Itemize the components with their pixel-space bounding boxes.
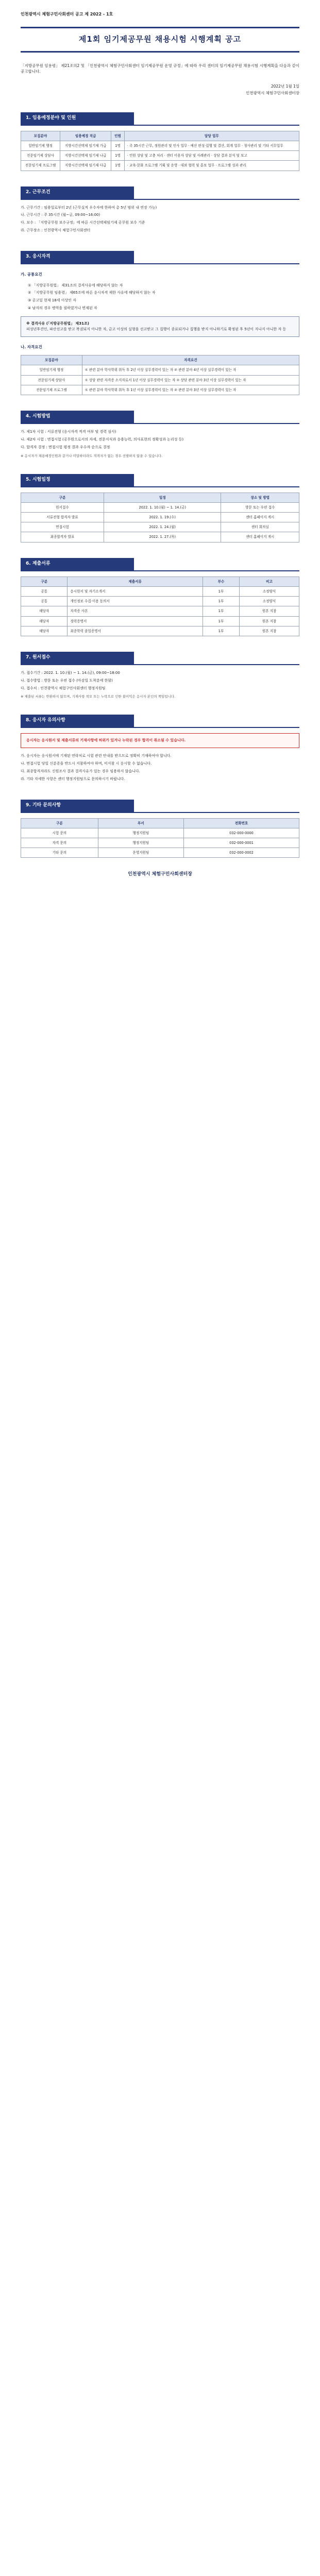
section-title-positions: 1. 임용예정분야 및 인원 xyxy=(21,112,134,125)
section-title-application: 7. 원서접수 xyxy=(21,652,134,664)
cell: 일반임기제 행정 xyxy=(21,141,60,151)
note: ※ 제출된 서류는 반환하지 않으며, 기재사항 착오 또는 누락으로 인한 불이익은 응시자 본인의 책임입니다. xyxy=(21,694,176,699)
table-header: 구분 xyxy=(21,818,98,828)
notice-date: 2022년 1월 1일 xyxy=(271,83,299,89)
table-row xyxy=(21,385,299,395)
list-item: ① 「지방공무원법」 제31조의 결격사유에 해당하지 않는 자 xyxy=(28,283,123,287)
section-rule xyxy=(21,727,299,728)
table-header: 전화번호 xyxy=(184,818,299,828)
common-requirements-list xyxy=(21,283,299,311)
conditions-list xyxy=(21,205,299,233)
table-header: 일정 xyxy=(104,493,221,502)
list-item: 라. 근무장소 : 인천광역시 체험구민사회센터 xyxy=(21,228,91,233)
closing-signature: 인천광역시 체험구민사회센터장 xyxy=(128,872,192,877)
list-item: ④ 남자의 경우 병역을 필하였거나 면제된 자 xyxy=(28,306,97,311)
cell: 1부 xyxy=(203,606,239,616)
table-row xyxy=(21,597,299,606)
cell: 서류전형 합격자 발표 xyxy=(21,513,104,522)
table-header: 자격요건 xyxy=(82,355,299,365)
section-title-contact: 9. 기타 문의사항 xyxy=(21,800,134,812)
cell: 응시원서 및 자기소개서 xyxy=(68,586,203,596)
cell: 최종합격자 발표 xyxy=(21,532,104,542)
cell: 1명 xyxy=(111,161,125,171)
cell: 지방시간선택제 임기제 나급 xyxy=(60,151,111,161)
cell: 방문 또는 우편 접수 xyxy=(221,502,299,512)
cell: 원서접수 xyxy=(21,502,104,512)
page-title: 제1회 임기제공무원 채용시험 시행계획 공고 xyxy=(21,27,299,52)
table-header: 제출서류 xyxy=(68,577,203,586)
cell: 1부 xyxy=(203,586,239,596)
cell: 원본 지참 xyxy=(240,616,299,626)
table-row xyxy=(21,616,299,626)
section-title-documents: 6. 제출서류 xyxy=(21,558,134,570)
date-block xyxy=(21,83,299,97)
warning-text: 응시자는 응시원서 및 제출서류의 기재사항에 허위가 있거나 누락된 경우 합격이 취소될 수 있습니다. xyxy=(26,738,186,743)
exam-method-list xyxy=(21,429,299,450)
table-row xyxy=(21,365,299,375)
cell: 센터 회의실 xyxy=(221,522,299,532)
cell: 2022. 1. 10.(월) ~ 1. 14.(금) xyxy=(104,502,221,512)
section-rule xyxy=(21,486,299,487)
list-item: 가. 응시자는 응시원서에 기재된 연락처로 시험 관련 안내를 받으므로 정확히 기재하여야 합니다. xyxy=(21,754,172,758)
list-item: 가. 제1차 시험 : 서류전형 (응시자격 적격 여부 및 경력 심사) xyxy=(21,430,116,434)
list-item: 다. 보수 : 「지방공무원 보수규정」에 따른 시간선택제임기제 공무원 보수 기준 xyxy=(21,221,145,225)
cell: 행정지원팀 xyxy=(98,838,183,848)
cell: 1부 xyxy=(203,626,239,636)
table-header: 인원 xyxy=(111,131,125,141)
cell: 경력증명서 xyxy=(68,616,203,626)
list-item: 나. 접수방법 : 방문 또는 우편 접수 (마감일 도착분에 한함) xyxy=(21,678,113,683)
cell: 자격 문의 xyxy=(21,838,98,848)
cell: 전문임기제 프로그램 xyxy=(21,385,82,395)
list-item: 나. 제2차 시험 : 면접시험 (공무원으로서의 자세, 전문지식과 응용능력, 의사표현의 정확성과 논리성 등) xyxy=(21,437,184,442)
cell: 2022. 1. 27.(목) xyxy=(104,532,221,542)
list-item: 가. 접수기간 : 2022. 1. 10.(월) ~ 1. 14.(금), 09:00~18:00 xyxy=(21,670,120,675)
list-item: 다. 접수처 : 인천광역시 체험구민사회센터 행정지원팀 xyxy=(21,686,106,690)
application-list xyxy=(21,670,299,691)
table-row xyxy=(21,502,299,512)
disqualification-box xyxy=(21,316,299,337)
positions-table xyxy=(21,131,299,171)
cell: 1명 xyxy=(111,141,125,151)
documents-table xyxy=(21,577,299,636)
table-header: 부수 xyxy=(203,577,239,586)
cell: 행정지원팀 xyxy=(98,828,183,838)
table-row xyxy=(21,626,299,636)
cell: · 민원 상담 및 고충 처리 · 센터 이용자 상담 및 사례관리 · 상담 결과 분석 및 보고 xyxy=(124,151,299,161)
cell: 운영지원팀 xyxy=(98,848,183,858)
cell: 1부 xyxy=(203,597,239,606)
cell: 전문임기제 상담사 xyxy=(21,151,60,161)
section-rule xyxy=(21,570,299,571)
list-item: ③ 공고일 현재 18세 이상인 자 xyxy=(28,298,76,303)
cell: 해당자 xyxy=(21,606,68,616)
table-row xyxy=(21,586,299,596)
cell: 032-000-0000 xyxy=(184,828,299,838)
table-row xyxy=(21,848,299,858)
cell: 공통 xyxy=(21,586,68,596)
table-row xyxy=(21,375,299,385)
section-title-eligibility: 3. 응시자격 xyxy=(21,251,134,263)
cell: 해당자 xyxy=(21,626,68,636)
cell: 일반임기제 행정 xyxy=(21,365,82,375)
table-row xyxy=(21,606,299,616)
cell: · 교육·문화 프로그램 기획 및 운영 · 대외 협력 및 홍보 업무 · 프로그램 성과 관리 xyxy=(124,161,299,171)
cell: 지방시간선택제 임기제 다급 xyxy=(60,161,111,171)
list-item: 나. 근무시간 : 주 35시간 (월~금, 09:00~16:00) xyxy=(21,213,100,217)
table-header: 장소 및 방법 xyxy=(221,493,299,502)
cell: 면접시험 xyxy=(21,522,104,532)
section-title-schedule: 5. 시험일정 xyxy=(21,474,134,486)
cell: 개인정보 수집·이용 동의서 xyxy=(68,597,203,606)
table-header: 부서 xyxy=(98,818,183,828)
notice-number: 인천광역시 체험구민사회센터 공고 제 2022 - 1호 xyxy=(21,12,113,16)
table-row xyxy=(21,151,299,161)
table-row xyxy=(21,513,299,522)
cell: 센터 홈페이지 게시 xyxy=(221,532,299,542)
list-item: 라. 기타 자세한 사항은 센터 행정지원팀으로 문의하시기 바랍니다. xyxy=(21,776,125,781)
contact-table xyxy=(21,818,299,858)
cell: 소정양식 xyxy=(240,586,299,596)
cell: 원본 지참 xyxy=(240,606,299,616)
list-item: 가. 근무기간 : 임용일로부터 2년 (근무실적 우수자에 한하여 총 5년 범위 내 연장 가능) xyxy=(21,205,157,210)
cell: 소정양식 xyxy=(240,597,299,606)
table-header: 모집분야 xyxy=(21,131,60,141)
cell: 기타 문의 xyxy=(21,848,98,858)
section-rule xyxy=(21,125,299,126)
cell: 2022. 1. 19.(수) xyxy=(104,513,221,522)
cell: 전문임기제 프로그램 xyxy=(21,161,60,171)
table-header: 구분 xyxy=(21,493,104,502)
schedule-table xyxy=(21,493,299,543)
cell: 시험 문의 xyxy=(21,828,98,838)
issuer: 인천광역시 체험구민사회센터장 xyxy=(246,91,299,96)
table-row xyxy=(21,141,299,151)
cell: 공통 xyxy=(21,597,68,606)
table-row xyxy=(21,522,299,532)
cell: · 주 35시간 근무, 정원관리 및 인사 업무 · 예산 편성·집행 및 결산, 회계 업무 · 청사관리 및 기타 서무업무 xyxy=(124,141,299,151)
cell: 해당자 xyxy=(21,616,68,626)
precautions-list xyxy=(21,753,299,782)
list-item: 나. 면접시험 당일 신분증을 반드시 지참하여야 하며, 미지참 시 응시할 수 없습니다. xyxy=(21,761,152,766)
table-header: 모집분야 xyxy=(21,355,82,365)
list-item: 다. 합격자 결정 : 면접시험 평정 결과 우수자 순으로 결정 xyxy=(21,445,110,449)
subheading: 나. 자격요건 xyxy=(21,344,42,349)
qualification-table xyxy=(21,355,299,395)
section-title-exam-method: 4. 시험방법 xyxy=(21,411,134,423)
table-row xyxy=(21,161,299,171)
table-header: 비고 xyxy=(240,577,299,586)
section-rule xyxy=(21,199,299,200)
table-header: 담당 업무 xyxy=(124,131,299,141)
section-rule xyxy=(21,263,299,264)
cell: 1부 xyxy=(203,616,239,626)
warning-box xyxy=(21,733,299,748)
subheading: 가. 공통요건 xyxy=(21,272,42,277)
cell: 지방시간선택제 임기제 가급 xyxy=(60,141,111,151)
cell: 전문임기제 상담사 xyxy=(21,375,82,385)
cell: 1명 xyxy=(111,151,125,161)
section-title-precautions: 8. 응시자 유의사항 xyxy=(21,715,134,727)
cell: 원본 지참 xyxy=(240,626,299,636)
cell: ① 관련 분야 학사학위 취득 후 1년 이상 실무경력이 있는 자 ② 관련 분야 3년 이상 실무경력이 있는 자 xyxy=(82,385,299,395)
section-rule xyxy=(21,812,299,813)
cell: 센터 홈페이지 게시 xyxy=(221,513,299,522)
table-header: 구분 xyxy=(21,577,68,586)
table-row xyxy=(21,828,299,838)
section-title-conditions: 2. 근무조건 xyxy=(21,187,134,199)
table-row xyxy=(21,532,299,542)
section-rule xyxy=(21,664,299,665)
note: ※ 응시자가 채용예정인원과 같거나 미달하더라도 적격자가 없는 경우 선발하지 않을 수 있습니다. xyxy=(21,453,163,458)
table-header: 임용예정 직급 xyxy=(60,131,111,141)
cell: 2022. 1. 24.(월) xyxy=(104,522,221,532)
cell: 자격증 사본 xyxy=(68,606,203,616)
section-rule xyxy=(21,423,299,424)
cell: ① 관련 분야 학사학위 취득 후 2년 이상 실무경력이 있는 자 ② 관련 분야 4년 이상 실무경력이 있는 자 xyxy=(82,365,299,375)
cell: 032-000-0002 xyxy=(184,848,299,858)
cell: 032-000-0001 xyxy=(184,838,299,848)
list-item: 다. 최종합격자라도 신원조사 결과 결격사유가 있는 경우 임용하지 않습니다. xyxy=(21,769,140,773)
intro-text: 「지방공무원 임용령」 제21조의2 및 「인천광역시 체험구민사회센터 임기제공무원 운영 규정」에 따라 우리 센터의 임기제공무원 채용시험 시행계획을 다음과 같이 공고합니다. xyxy=(21,63,299,74)
cell: ① 상담 관련 자격증 소지자로서 1년 이상 실무경력이 있는 자 ② 상담 관련 분야 3년 이상 실무경력이 있는 자 xyxy=(82,375,299,385)
box-title: ※ 결격사유 (「지방공무원법」 제31조) xyxy=(26,321,89,326)
cell: 최종학력 졸업증명서 xyxy=(68,626,203,636)
list-item: ② 「지방공무원 임용령」 제65조에 따른 응시자격 제한 사유에 해당하지 않는 자 xyxy=(28,291,156,295)
box-text: 피성년후견인, 파산선고를 받고 복권되지 아니한 자, 금고 이상의 실형을 선고받고 그 집행이 종료되거나 집행을 받지 아니하기로 확정된 후 5년이 지나지 아니한 자 등 xyxy=(26,327,287,331)
table-row xyxy=(21,838,299,848)
